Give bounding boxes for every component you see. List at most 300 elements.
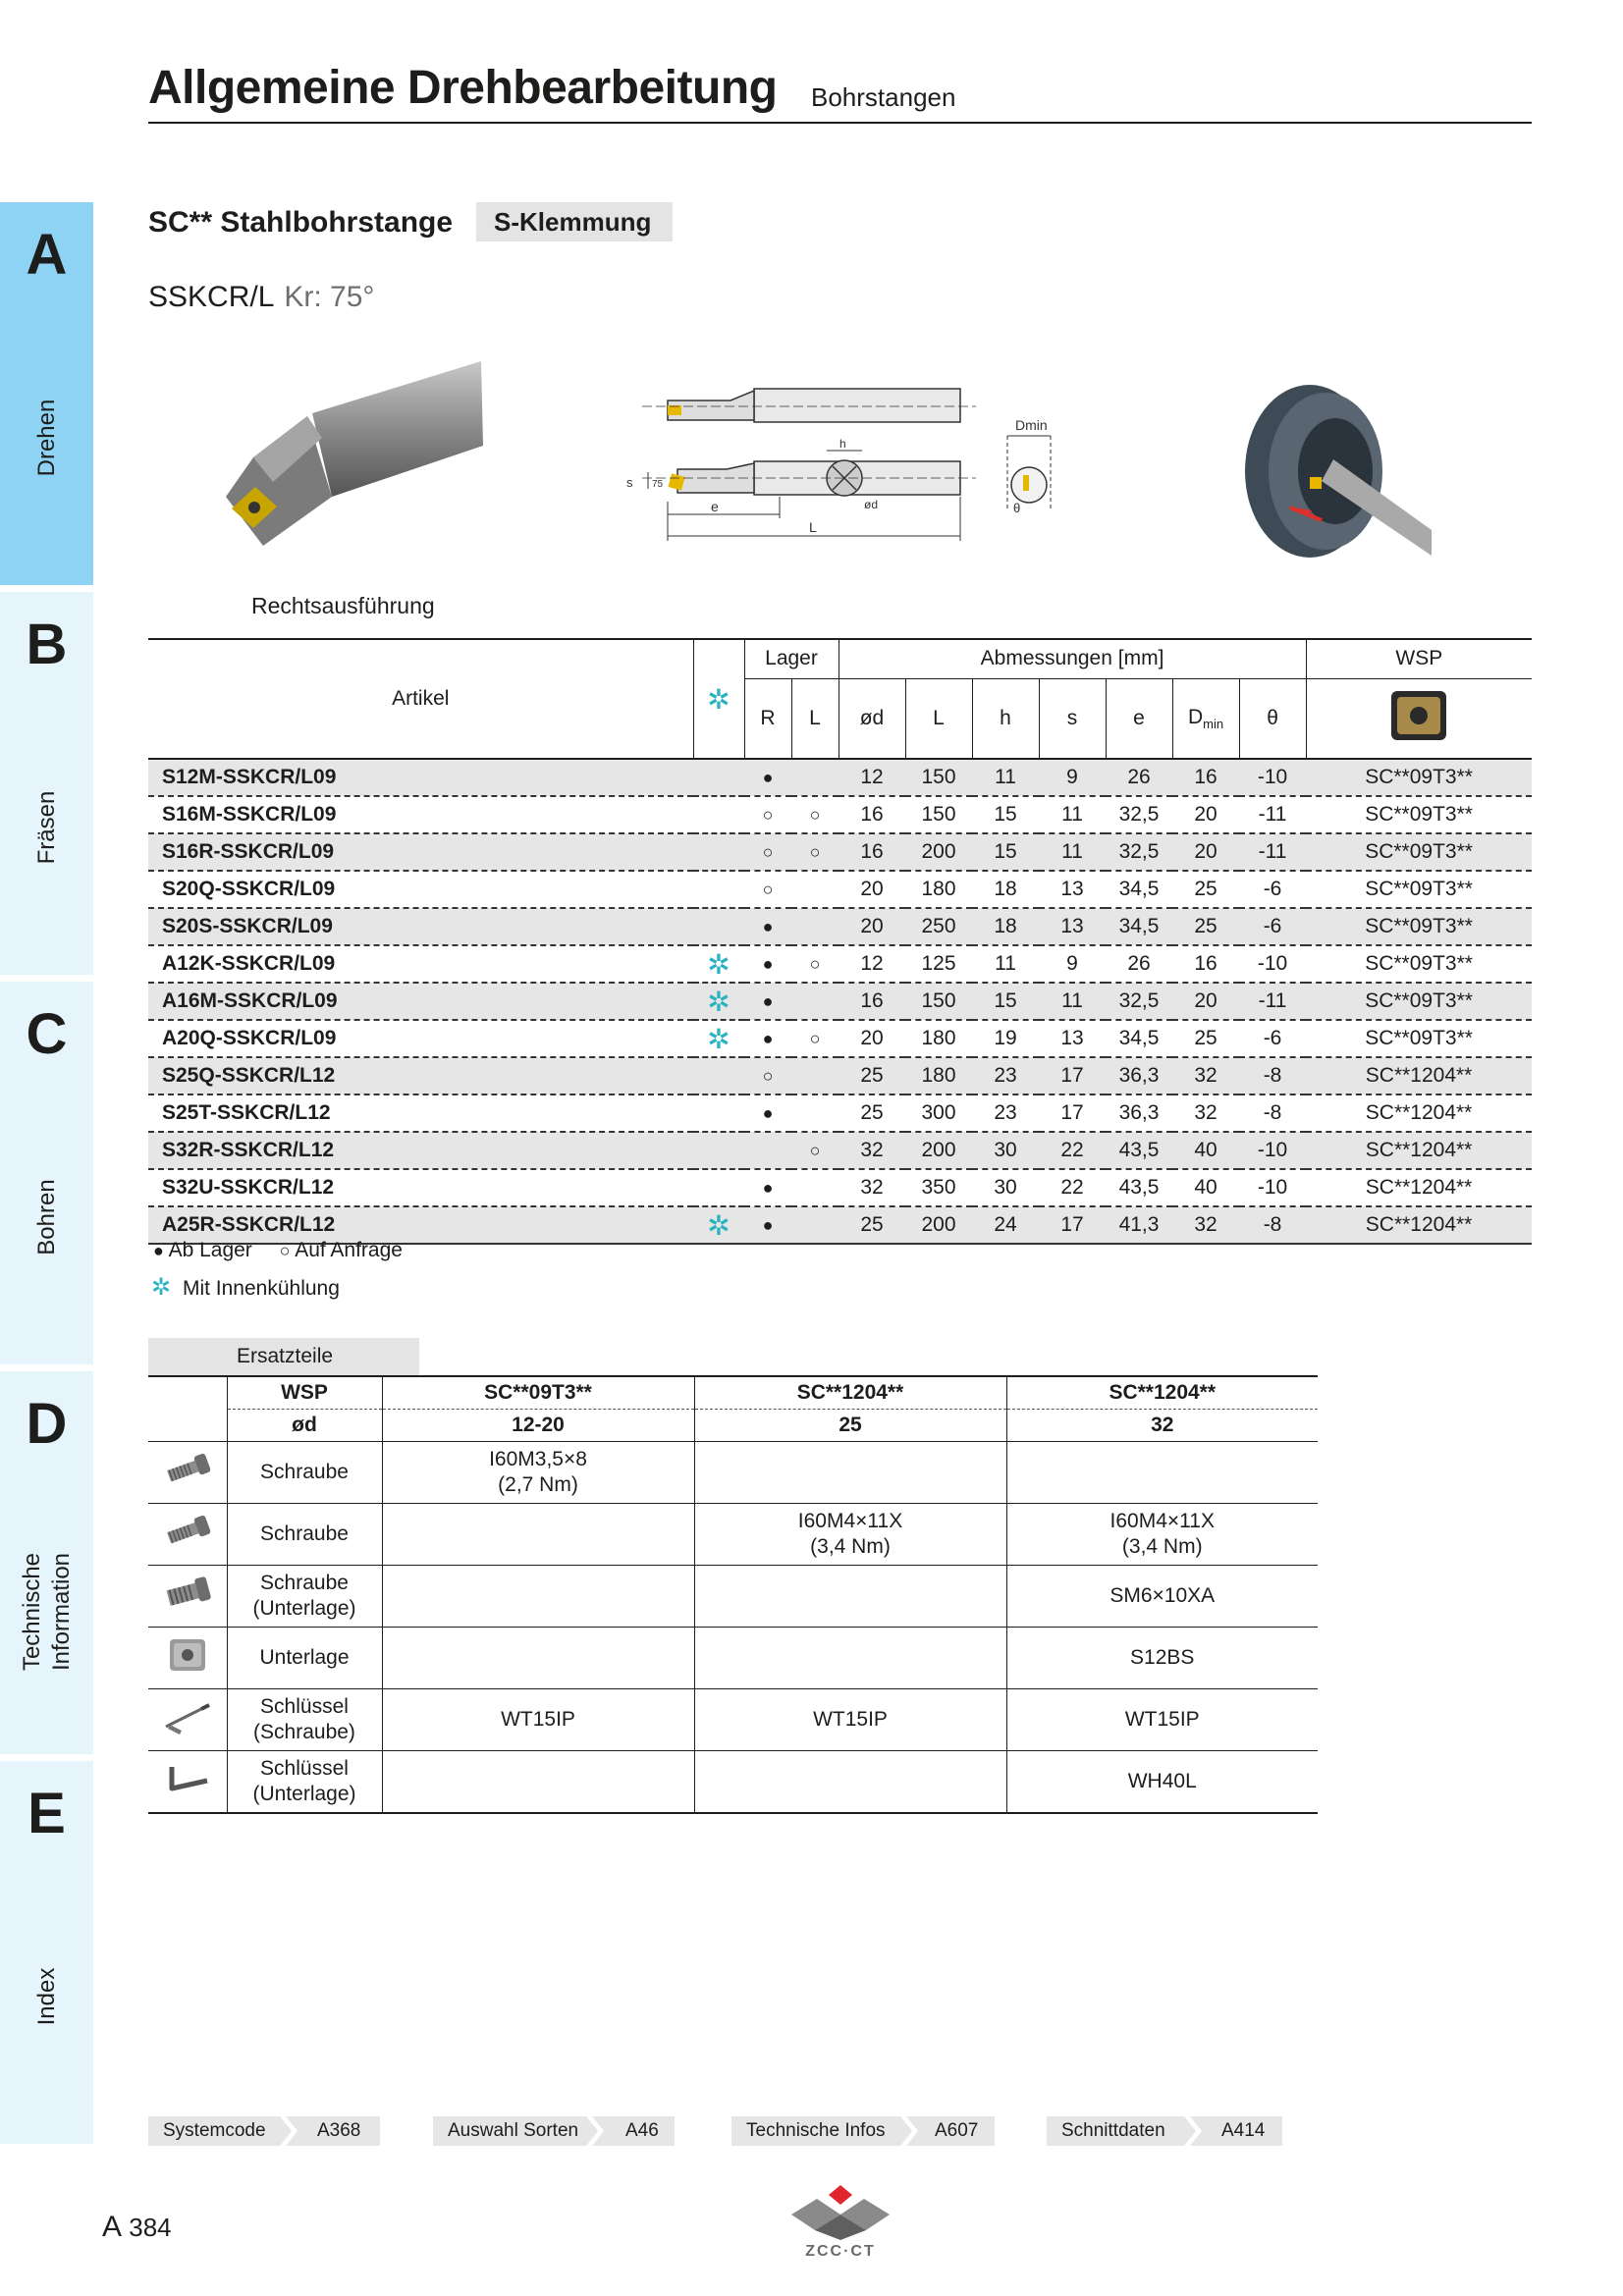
cell-artikel: S20S-SSKCR/L09 xyxy=(162,915,333,937)
cell-coolant xyxy=(693,1095,744,1132)
dim-label-od: ød xyxy=(864,498,879,511)
side-tab-letter: C xyxy=(26,1002,68,1066)
cell-wsp: SC**1204** xyxy=(1365,1139,1473,1161)
cell-l xyxy=(791,759,839,796)
cell-e: 32,5 xyxy=(1118,803,1160,826)
cell-l: ○ xyxy=(809,1140,821,1160)
spare-part-label-line2: (Unterlage) xyxy=(252,1783,356,1805)
spare-part-cell xyxy=(1006,1751,1318,1814)
spare-part-label xyxy=(227,1628,382,1689)
side-tab-letter: D xyxy=(26,1392,68,1456)
cell-e: 43,5 xyxy=(1118,1139,1160,1161)
cell-artikel: S32U-SSKCR/L12 xyxy=(162,1176,335,1199)
side-tab-label: Drehen xyxy=(33,399,60,477)
cell-theta: -8 xyxy=(1263,1064,1282,1087)
brand-logo xyxy=(782,2179,899,2258)
cell-r: ○ xyxy=(762,1065,774,1086)
spare-part-cell xyxy=(694,1566,1006,1628)
nav-systemcode[interactable] xyxy=(148,2116,380,2146)
cell-len: 150 xyxy=(921,766,956,788)
cell-e: 41,3 xyxy=(1118,1213,1160,1236)
cell-e: 36,3 xyxy=(1118,1064,1160,1087)
spare-col1-wsp: SC**09T3** xyxy=(382,1376,694,1410)
legend-coolant-label: Mit Innenkühlung xyxy=(182,1277,340,1300)
spare-header-blank xyxy=(148,1410,227,1442)
screw-icon xyxy=(148,1442,227,1504)
spare-col2-od: 25 xyxy=(694,1410,1006,1442)
cell-coolant: ✲ xyxy=(707,986,730,1017)
product-code xyxy=(148,281,374,314)
cell-artikel: A16M-SSKCR/L09 xyxy=(162,989,338,1012)
side-tab-label-line2: Information xyxy=(48,1552,75,1672)
cell-len: 350 xyxy=(921,1176,956,1199)
header-divider xyxy=(148,122,1532,124)
cell-dmin: 20 xyxy=(1194,803,1217,826)
cell-theta: -10 xyxy=(1257,1176,1288,1199)
cell-r: ● xyxy=(762,953,774,974)
cell-dmin: 25 xyxy=(1194,1027,1217,1049)
shim-screw-icon xyxy=(148,1566,227,1628)
table-row xyxy=(148,871,1532,908)
spare-part-value: SM6×10XA xyxy=(1109,1584,1216,1607)
cell-l xyxy=(791,1206,839,1244)
cell-r: ○ xyxy=(762,841,774,862)
spare-part-label-line1: Schraube xyxy=(260,1522,349,1545)
spare-part-label xyxy=(227,1566,382,1628)
cell-h: 18 xyxy=(994,915,1017,937)
side-tab-e[interactable] xyxy=(0,1761,93,2144)
cell-s: 11 xyxy=(1061,989,1083,1012)
side-tab-a[interactable] xyxy=(0,202,93,585)
cell-wsp: SC**09T3** xyxy=(1365,1027,1473,1049)
cell-dmin: 40 xyxy=(1194,1176,1217,1199)
spare-col3-od: 32 xyxy=(1006,1410,1318,1442)
cell-s: 9 xyxy=(1066,766,1078,788)
spare-part-cell xyxy=(694,1751,1006,1814)
cell-s: 9 xyxy=(1066,952,1078,975)
header-insert-image xyxy=(1306,678,1532,759)
shim-icon xyxy=(148,1628,227,1689)
spare-part-cell xyxy=(382,1504,694,1566)
cell-h: 30 xyxy=(994,1139,1017,1161)
spare-part-value: I60M3,5×8 xyxy=(489,1448,587,1470)
nav-technische-infos[interactable] xyxy=(731,2116,995,2146)
spare-header-wsp: WSP xyxy=(227,1376,382,1410)
page-letter: A xyxy=(102,2211,123,2243)
spare-part-value: WH40L xyxy=(1127,1770,1197,1792)
cell-r: ● xyxy=(762,990,774,1011)
cell-dmin: 20 xyxy=(1194,989,1217,1012)
spare-part-label-line1: Schraube xyxy=(260,1572,349,1594)
spare-part-cell xyxy=(382,1628,694,1689)
spare-col1-od: 12-20 xyxy=(382,1410,694,1442)
cell-od: 25 xyxy=(860,1101,884,1124)
nav-ref: A368 xyxy=(317,2120,361,2141)
torx-key-icon xyxy=(148,1689,227,1751)
spare-parts-tab: Ersatzteile xyxy=(148,1338,419,1375)
side-tab-letter: B xyxy=(26,613,68,676)
cell-od: 16 xyxy=(860,840,884,863)
header-theta: θ xyxy=(1239,678,1306,759)
cell-len: 125 xyxy=(921,952,956,975)
legend-request-label: Auf Anfrage xyxy=(295,1239,403,1261)
spare-part-label-line1: Schlüssel xyxy=(260,1695,349,1718)
cell-len: 200 xyxy=(921,840,956,863)
spare-col2-wsp: SC**1204** xyxy=(694,1376,1006,1410)
cell-theta: -6 xyxy=(1263,1027,1282,1049)
cell-h: 11 xyxy=(995,766,1016,788)
spare-part-row xyxy=(148,1504,1318,1566)
spare-header-od: ød xyxy=(227,1410,382,1442)
cell-artikel: A20Q-SSKCR/L09 xyxy=(162,1027,337,1049)
header-dmin xyxy=(1172,678,1239,759)
header-dmin-text: D xyxy=(1187,705,1204,728)
cell-od: 12 xyxy=(860,952,884,975)
spare-part-row xyxy=(148,1628,1318,1689)
cell-coolant: ✲ xyxy=(707,1023,730,1054)
cell-dmin: 16 xyxy=(1194,952,1217,975)
spare-part-cell xyxy=(1006,1566,1318,1628)
cell-wsp: SC**09T3** xyxy=(1365,878,1473,900)
spare-part-label xyxy=(227,1689,382,1751)
spare-part-cell xyxy=(382,1689,694,1751)
header-s: s xyxy=(1039,678,1106,759)
cell-artikel: S16M-SSKCR/L09 xyxy=(162,803,337,826)
spare-part-value: I60M4×11X xyxy=(797,1510,903,1532)
cell-r: ● xyxy=(762,767,774,787)
cell-od: 32 xyxy=(860,1139,884,1161)
nav-ref: A46 xyxy=(625,2120,659,2141)
cell-wsp: SC**1204** xyxy=(1365,1213,1473,1236)
cell-len: 150 xyxy=(921,803,956,826)
spare-part-value: WT15IP xyxy=(501,1708,575,1731)
side-tab-d[interactable] xyxy=(0,1371,93,1754)
cell-len: 180 xyxy=(921,1064,956,1087)
cell-artikel: S32R-SSKCR/L12 xyxy=(162,1139,335,1161)
cell-s: 11 xyxy=(1061,840,1083,863)
spare-part-value: (2,7 Nm) xyxy=(498,1473,578,1496)
table-row xyxy=(148,1020,1532,1057)
spare-part-cell xyxy=(694,1442,1006,1504)
cell-od: 20 xyxy=(860,878,884,900)
table-row xyxy=(148,945,1532,983)
side-tab-label: Index xyxy=(33,1967,60,2026)
spare-part-cell xyxy=(382,1566,694,1628)
cell-len: 200 xyxy=(921,1139,956,1161)
cell-e: 36,3 xyxy=(1118,1101,1160,1124)
nav-label: Auswahl Sorten xyxy=(448,2120,579,2141)
cell-coolant xyxy=(693,796,744,833)
cell-h: 18 xyxy=(994,878,1017,900)
cell-wsp: SC**09T3** xyxy=(1365,766,1473,788)
cell-h: 30 xyxy=(994,1176,1017,1199)
cell-od: 25 xyxy=(860,1064,884,1087)
cell-len: 180 xyxy=(921,878,956,900)
cell-coolant xyxy=(693,1057,744,1095)
cell-theta: -6 xyxy=(1263,878,1282,900)
dim-label-e: e xyxy=(711,499,719,514)
filled-dot-icon: ● xyxy=(153,1241,164,1260)
dim-label-theta: θ xyxy=(1013,501,1021,515)
cell-theta: -11 xyxy=(1258,989,1287,1012)
side-tab-b[interactable] xyxy=(0,592,93,975)
cell-r xyxy=(744,1132,791,1169)
spare-part-value: S12BS xyxy=(1130,1646,1195,1669)
cell-l: ○ xyxy=(809,841,821,862)
cell-theta: -8 xyxy=(1263,1213,1282,1236)
nav-label: Systemcode xyxy=(163,2120,266,2141)
cell-wsp: SC**09T3** xyxy=(1365,989,1473,1012)
cell-coolant: ✲ xyxy=(707,948,730,980)
cell-artikel: S25T-SSKCR/L12 xyxy=(162,1101,331,1124)
cell-od: 32 xyxy=(860,1176,884,1199)
spare-part-label-line1: Unterlage xyxy=(259,1646,350,1669)
screw-icon xyxy=(148,1504,227,1566)
page-subtitle: Bohrstangen xyxy=(811,82,956,112)
cell-dmin: 32 xyxy=(1194,1213,1217,1236)
hex-key-icon xyxy=(148,1751,227,1814)
cell-l xyxy=(791,1057,839,1095)
side-tab-letter: E xyxy=(27,1782,66,1845)
cell-s: 17 xyxy=(1060,1101,1084,1124)
cell-l: ○ xyxy=(809,953,821,974)
cell-s: 13 xyxy=(1060,915,1084,937)
spare-header-blank xyxy=(148,1376,227,1410)
spare-part-value: I60M4×11X xyxy=(1109,1510,1215,1532)
spare-part-row xyxy=(148,1566,1318,1628)
page-title: Allgemeine Drehbearbeitung xyxy=(148,62,778,114)
nav-auswahl-sorten[interactable] xyxy=(433,2116,675,2146)
header-abmessungen: Abmessungen [mm] xyxy=(839,639,1306,678)
coolant-icon: ✲ xyxy=(151,1274,172,1301)
spare-part-cell xyxy=(694,1504,1006,1566)
spare-col3-wsp: SC**1204** xyxy=(1006,1376,1318,1410)
spare-part-label xyxy=(227,1504,382,1566)
cell-h: 11 xyxy=(995,952,1016,975)
cell-r: ○ xyxy=(762,804,774,825)
brand-logo-text: ZCC·CT xyxy=(805,2243,876,2258)
cell-s: 22 xyxy=(1060,1176,1084,1199)
cell-l xyxy=(791,908,839,945)
cell-s: 22 xyxy=(1060,1139,1084,1161)
cell-wsp: SC**1204** xyxy=(1365,1176,1473,1199)
cell-h: 15 xyxy=(994,989,1017,1012)
spare-part-cell xyxy=(1006,1504,1318,1566)
cell-od: 20 xyxy=(860,1027,884,1049)
cell-coolant xyxy=(693,759,744,796)
spare-part-value: (3,4 Nm) xyxy=(810,1535,891,1558)
header-lager: Lager xyxy=(744,639,839,678)
cell-wsp: SC**09T3** xyxy=(1365,803,1473,826)
spare-part-cell xyxy=(382,1751,694,1814)
cell-e: 26 xyxy=(1127,952,1151,975)
table-row xyxy=(148,1132,1532,1169)
spare-part-label-line1: Schraube xyxy=(260,1461,349,1483)
dim-label-dmin: Dmin xyxy=(1015,417,1048,433)
side-tab-letter: A xyxy=(26,223,68,287)
cell-r: ○ xyxy=(762,879,774,899)
cell-coolant: ✲ xyxy=(707,1209,730,1241)
cell-artikel: S16R-SSKCR/L09 xyxy=(162,840,335,863)
header-dmin-sub: min xyxy=(1203,716,1224,731)
cell-dmin: 32 xyxy=(1194,1064,1217,1087)
header-h: h xyxy=(972,678,1039,759)
header-e: e xyxy=(1106,678,1172,759)
open-dot-icon: ○ xyxy=(279,1241,291,1260)
cell-theta: -11 xyxy=(1258,803,1287,826)
header-r: R xyxy=(744,678,791,759)
cell-e: 34,5 xyxy=(1118,915,1160,937)
table-row xyxy=(148,1057,1532,1095)
nav-ref: A607 xyxy=(935,2120,979,2141)
legend-coolant xyxy=(151,1273,340,1302)
cell-theta: -6 xyxy=(1263,915,1282,937)
cell-h: 15 xyxy=(994,840,1017,863)
header-l: L xyxy=(791,678,839,759)
cell-artikel: S25Q-SSKCR/L12 xyxy=(162,1064,336,1087)
cell-l xyxy=(791,1169,839,1206)
cell-s: 11 xyxy=(1061,803,1083,826)
cell-h: 23 xyxy=(994,1064,1017,1087)
cell-e: 26 xyxy=(1127,766,1151,788)
cell-coolant xyxy=(693,1132,744,1169)
cell-dmin: 40 xyxy=(1194,1139,1217,1161)
application-illustration xyxy=(1239,383,1435,560)
cell-e: 34,5 xyxy=(1118,878,1160,900)
cell-od: 25 xyxy=(860,1213,884,1236)
cell-dmin: 32 xyxy=(1194,1101,1217,1124)
spare-part-row xyxy=(148,1689,1318,1751)
cell-dmin: 25 xyxy=(1194,878,1217,900)
legend-stock xyxy=(153,1239,403,1262)
chevron-right-icon xyxy=(1178,2116,1208,2146)
page-number-value: 384 xyxy=(129,2213,172,2242)
nav-schnittdaten[interactable] xyxy=(1047,2116,1282,2146)
cell-coolant xyxy=(693,908,744,945)
product-code-text: SSKCR/L xyxy=(148,281,275,313)
table-row xyxy=(148,833,1532,871)
product-title: SC** Stahlbohrstange xyxy=(148,206,454,239)
spare-part-label xyxy=(227,1751,382,1814)
cell-l xyxy=(791,1095,839,1132)
table-row xyxy=(148,1095,1532,1132)
cell-l xyxy=(791,983,839,1020)
cell-dmin: 20 xyxy=(1194,840,1217,863)
chevron-right-icon xyxy=(894,2116,924,2146)
legend-stock-label: Ab Lager xyxy=(168,1239,252,1261)
cell-artikel: S12M-SSKCR/L09 xyxy=(162,766,337,788)
cell-wsp: SC**1204** xyxy=(1365,1064,1473,1087)
header-artikel: Artikel xyxy=(148,639,693,759)
spare-part-value: (3,4 Nm) xyxy=(1121,1535,1203,1558)
cell-s: 17 xyxy=(1060,1064,1084,1087)
cell-artikel: A25R-SSKCR/L12 xyxy=(162,1213,336,1236)
spare-parts-table xyxy=(148,1375,1318,1814)
cell-theta: -11 xyxy=(1258,840,1287,863)
side-tab-label: Bohren xyxy=(33,1179,60,1255)
spare-part-label-line2: (Unterlage) xyxy=(252,1597,356,1620)
cell-len: 150 xyxy=(921,989,956,1012)
kr-angle: Kr: 75° xyxy=(284,281,375,313)
cell-len: 200 xyxy=(921,1213,956,1236)
spare-part-row xyxy=(148,1442,1318,1504)
spare-part-cell xyxy=(1006,1628,1318,1689)
cell-artikel: A12K-SSKCR/L09 xyxy=(162,952,336,975)
cell-dmin: 16 xyxy=(1194,766,1217,788)
nav-label: Technische Infos xyxy=(746,2120,886,2141)
cell-dmin: 25 xyxy=(1194,915,1217,937)
cell-s: 13 xyxy=(1060,878,1084,900)
spare-part-label-line2: (Schraube) xyxy=(253,1721,355,1743)
cell-od: 12 xyxy=(860,766,884,788)
header-coolant-icon: ✲ xyxy=(693,639,744,759)
technical-drawing xyxy=(622,379,1074,556)
dim-label-kr: 75 xyxy=(652,479,664,490)
spare-part-cell xyxy=(694,1628,1006,1689)
side-tab-label: Fräsen xyxy=(33,790,60,865)
cell-coolant xyxy=(693,1169,744,1206)
spare-part-label xyxy=(227,1442,382,1504)
table-row xyxy=(148,983,1532,1020)
cell-wsp: SC**1204** xyxy=(1365,1101,1473,1124)
cell-r: ● xyxy=(762,1214,774,1235)
spare-part-label-line1: Schlüssel xyxy=(260,1757,349,1780)
cell-e: 32,5 xyxy=(1118,989,1160,1012)
cell-e: 43,5 xyxy=(1118,1176,1160,1199)
variant-label: Rechtsausführung xyxy=(251,593,435,618)
cell-len: 180 xyxy=(921,1027,956,1049)
cell-len: 300 xyxy=(921,1101,956,1124)
chevron-right-icon xyxy=(580,2116,610,2146)
cell-l: ○ xyxy=(809,804,821,825)
cell-h: 24 xyxy=(994,1213,1017,1236)
table-row xyxy=(148,1169,1532,1206)
boring-bar-photo xyxy=(214,359,489,556)
page-number xyxy=(102,2211,172,2244)
cell-od: 20 xyxy=(860,915,884,937)
cell-theta: -10 xyxy=(1257,766,1288,788)
cell-theta: -8 xyxy=(1263,1101,1282,1124)
header-wsp: WSP xyxy=(1306,639,1532,678)
insert-icon xyxy=(1389,689,1448,742)
cell-l xyxy=(791,871,839,908)
dim-label-h: h xyxy=(839,437,846,451)
nav-ref: A414 xyxy=(1221,2120,1266,2141)
cell-od: 16 xyxy=(860,989,884,1012)
dim-label-l: L xyxy=(809,519,817,535)
spare-part-cell xyxy=(1006,1442,1318,1504)
cell-coolant xyxy=(693,871,744,908)
spare-part-value: WT15IP xyxy=(813,1708,888,1731)
spare-part-value: WT15IP xyxy=(1124,1708,1200,1731)
side-tab-label-line1: Technische xyxy=(19,1552,45,1672)
cell-r: ● xyxy=(762,1102,774,1123)
dim-label-s: s xyxy=(626,475,633,490)
side-tab-c[interactable] xyxy=(0,982,93,1364)
cell-theta: -10 xyxy=(1257,952,1288,975)
spare-part-row xyxy=(148,1751,1318,1814)
header-od: ød xyxy=(839,678,905,759)
cell-h: 15 xyxy=(994,803,1017,826)
cell-s: 13 xyxy=(1060,1027,1084,1049)
cell-r: ● xyxy=(762,1028,774,1048)
cell-h: 19 xyxy=(994,1027,1017,1049)
table-row xyxy=(148,796,1532,833)
cell-wsp: SC**09T3** xyxy=(1365,840,1473,863)
spare-part-cell xyxy=(694,1689,1006,1751)
cell-h: 23 xyxy=(994,1101,1017,1124)
cell-l: ○ xyxy=(809,1028,821,1048)
